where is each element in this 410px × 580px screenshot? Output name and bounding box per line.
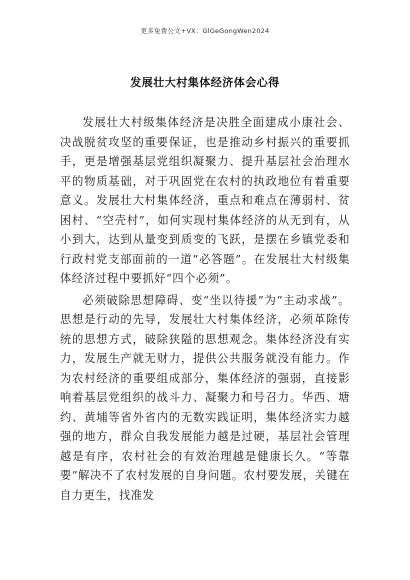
document-body	[60, 113, 350, 507]
body-paragraph-1: 发展壮大村级集体经济是决胜全面建成小康社会、决战脱贫攻坚的重要保证，也是推动乡村振兴的重要抓手，更是增强基层党组织凝聚力、提升基层社会治理水平的物质基础，对于巩固党在农村的执政地位有着重要意义。发展壮大村集体经济，重点和难点在薄弱村、贫困村、“空壳村”，如何实现村集体经济的从无到有，从小到大，达到从量变到质变的飞跃，是摆在乡镇党委和行政村党支部面前的一道“必答题”。在发展壮大村级集体经济过程中要抓好“四个必须”。	[60, 116, 350, 285]
body-paragraph-2: 必须破除思想障碍、变“坐以待援”为“主动求战”。思想是行动的先导，发展壮大村集体经济，必须革除传统的思想方式，破除狭隘的思想观念。集体经济没有实力，发展生产就无财力，提供公共服务就没有能力。作为农村经济的重要组成部分，集体经济的强弱，直接影响着基层党组织的战斗力、凝聚力和号召力。华西、塘约、黄埔等省外省内的无数实践证明，集体经济实力越强的地方，群众自我发展能力越是过硬，基层社会管理越是有序，农村社会的有效治理越是健康长久。“等靠要”解决不了农村发展的自身问题。农村要发展，关键在自力更生，找准发	[60, 293, 350, 502]
header-watermark-note: 更多免费公文+VX：GlGeGongWen2024	[140, 27, 270, 35]
document-title: 发展壮大村集体经济体会心得	[130, 76, 280, 89]
